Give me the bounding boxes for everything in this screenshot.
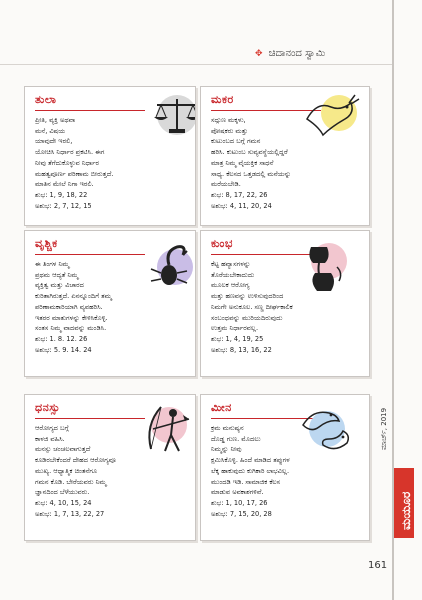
- aquarius-water-pots-icon: [295, 239, 359, 295]
- card-title: ಕುಂಭ: [211, 237, 233, 250]
- card-title: ಧನಸ್ಸು: [35, 401, 61, 414]
- card-title: ವೃಶ್ಚಿಕ: [35, 237, 58, 250]
- author-name: ಚಿದಾನಂದ ಸ್ವಾಮಿ: [268, 48, 326, 59]
- ashubha-dates: ಅಶುಭ: 5. 9. 14. 24: [35, 345, 92, 354]
- card-body: ಕೆಟ್ಟ ಹವ್ಯಾಸಗಳನ್ನು ತೊರೆಯಬೇಕಾದುದು ಮೂಲಕ ಆರೋಗ್ಯ ಮತ್ತು ಹಣವನ್ನು ಉಳಿಸುವುದರಿಂದ ನಿಮಗೇ ಅನುಕೂಲ. ಸಣ್ಣ ದೀರ್ಘಕಾಲಿಕ ಸಂಬಂಧವನ್ನು ಮುರಿಯದಿರುವುದು ಉತ್ತಮ ನಿರ್ಧಾರವಲ್ಲ. ಶುಭ: 1, 4, 19, 25 ಅಶುಭ: 8, 13, 16, 22: [211, 260, 293, 354]
- horoscope-card-capricorn: [200, 86, 370, 226]
- ashubha-dates: ಅಶುಭ: 4, 11, 20, 24: [211, 201, 272, 210]
- page-number: 161: [368, 560, 388, 571]
- card-body: ಸದ್ಗುಣ ಮಕ್ಕಳು, ಪೋಷಕರು ಮತ್ತು ಕುಟುಂಬದ ಬಗ್ಗೆ ಗಮನ ಹರಿಸಿ. ಕುಟುಂಬ ಸುವ್ಯವಸ್ಥೆಯಲ್ಲಿದ್ದರೆ ಮಾತ್ರ ನಿಮ್ಮ ವೈಯಕ್ತಿಕ ಸಾಧನೆ ಸಾಧ್ಯ. ಕೆಲಸದ ಒತ್ತಡದಲ್ಲಿ ಮನೆಯನ್ನು ಮರೆಯಬೇಡಿ. ಶುಭ: 8, 17, 22, 26 ಅಶುಭ: 4, 11, 20, 24: [211, 116, 292, 210]
- shubha-dates: ಶುಭ: 1, 4, 19, 25: [211, 334, 264, 343]
- title-rule: [35, 418, 145, 419]
- card-body: ಪ್ರೀತಿ, ವ್ಯಕ್ತಿ ಅಥವಾ ಮನೆ, ವಿಷಯ ಯಾವುದೇ ಇರಲಿ, ಯೋಚಿಸಿ ನಿರ್ಧಾರ ಪ್ರಕಟಿಸಿ. ಈಗ ನೀವು ತೆಗೆದುಕೊಳ್ಳುವ ನಿರ್ಧಾರ ಮಹತ್ವಪೂರ್ಣ ಪರಿಣಾಮ ಬೀರುತ್ತದೆ. ಮಾತಿನ ಮೇಲೆ ನಿಗಾ ಇರಲಿ. ಶುಭ: 1, 9, 18, 22 ಅಶುಭ: 2, 7, 12, 15: [35, 116, 114, 210]
- ashubha-dates: ಅಶುಭ: 8, 13, 16, 22: [211, 345, 272, 354]
- sagittarius-archer-icon: [139, 401, 195, 457]
- shubha-dates: ಶುಭ: 4, 10, 15, 24: [35, 498, 92, 507]
- pisces-fish-icon: [293, 403, 357, 459]
- card-body: ಆರೋಗ್ಯದ ಬಗ್ಗೆ ಕಾಳಜಿ ವಹಿಸಿ. ಮನಸ್ಸು ಚಂಚಲವಾಗುತ್ತದೆ ಕೂಡಿರಬೇಕೆಂದರೆ ದೇಹದ ಆರೋಗ್ಯವೂ ಮುಖ್ಯ. ಆಧ್ಯಾತ್ಮಿಕ ಚಿಂತನೆಗೂ ಗಮನ ಕೊಡಿ. ಬೇರೆಯವರು ನಿಮ್ಮ ಜ್ಞಾನದಿಂದ ಬೆಳೆಯುವರು. ಶುಭ: 4, 10, 15, 24 ಅಶುಭ: 1, 7, 13, 22, 27: [35, 424, 116, 518]
- horoscope-card-scorpio: [24, 230, 196, 377]
- libra-scales-icon: [149, 91, 196, 139]
- shubha-dates: ಶುಭ: 8, 17, 22, 26: [211, 190, 268, 199]
- magazine-title: ಮಯೂರ: [399, 491, 413, 530]
- card-title: ತುಲಾ: [35, 93, 57, 106]
- issue-date: ಮಾರ್ಚ್, 2019: [380, 407, 388, 450]
- horoscope-card-pisces: [200, 394, 370, 541]
- horoscope-card-aquarius: [200, 230, 370, 377]
- shubha-dates: ಶುಭ: 1, 10, 17, 26: [211, 498, 268, 507]
- diamond-bullet-icon: ✥: [255, 49, 263, 59]
- ashubha-dates: ಅಶುಭ: 7, 15, 20, 28: [211, 509, 272, 518]
- horoscope-card-libra: [24, 86, 196, 226]
- ashubha-dates: ಅಶುಭ: 1, 7, 13, 22, 27: [35, 509, 105, 518]
- card-title: ಮಕರ: [211, 93, 234, 106]
- title-rule: [35, 110, 145, 111]
- ashubha-dates: ಅಶುಭ: 2, 7, 12, 15: [35, 201, 92, 210]
- horoscope-card-sagittarius: [24, 394, 196, 541]
- scorpion-icon: [145, 237, 196, 293]
- author-byline: [255, 48, 385, 68]
- card-title: ಮೀನ: [211, 401, 232, 414]
- card-body: ಈ ತಿಂಗಳ ನಿಮ್ಮ ಪ್ರಥಮ ಆದ್ಯತೆ ನಿಮ್ಮ ವ್ಯಕ್ತಿತ್ವ ಮತ್ತು ವಿಚಾರದ ಕುರಿತಾಗಿರುತ್ತದೆ. ಏನನ್ನೂಂದಿಗೆ ತಮ್ಮ ಪರಿಣಾಮಕಾರಿಯಾಗಿ ವ್ಯವಹರಿಸಿ. ಇತರರ ಮಾತುಗಳನ್ನು ಕೇಳಿಸಿಕೊಳ್ಳಿ. ಸಂತಸ ನಿಮ್ಮ ವಾದವನ್ನು ಮಂಡಿಸಿ. ಶುಭ: 1. 8. 12. 26 ಅಶುಭ: 5. 9. 14. 24: [35, 260, 112, 354]
- capricorn-sea-goat-icon: [301, 91, 365, 143]
- shubha-dates: ಶುಭ: 1. 8. 12. 26: [35, 334, 88, 343]
- card-body: ಕ್ರಮ ಮನುಷ್ಯನ ದೊಡ್ಡ ಗುಣ. ಮೊದಲು ನಿಮ್ಮನ್ನು ನೀವು ಕ್ಷಮಿಸಿಕೊಳ್ಳಿ. ಹಿಂದೆ ಮಾಡಿದ ತಪ್ಪುಗಳ ಲೆಕ್ಕ ಹಾಕುವುದು ಕುಗಿಕಾರಿ ಲಾಭವಿಲ್ಲ. ಮುಂದಡಿ ಇಡಿ. ಸಾಮಾಜಿಕ ಕೆಲಸ ಮಾಡುವ ಅವಕಾಶಗಳಿವೆ. ಶುಭ: 1, 10, 17, 26 ಅಶುಭ: 7, 15, 20, 28: [211, 424, 290, 518]
- title-rule: [35, 254, 145, 255]
- shubha-dates: ಶುಭ: 1, 9, 18, 22: [35, 190, 88, 199]
